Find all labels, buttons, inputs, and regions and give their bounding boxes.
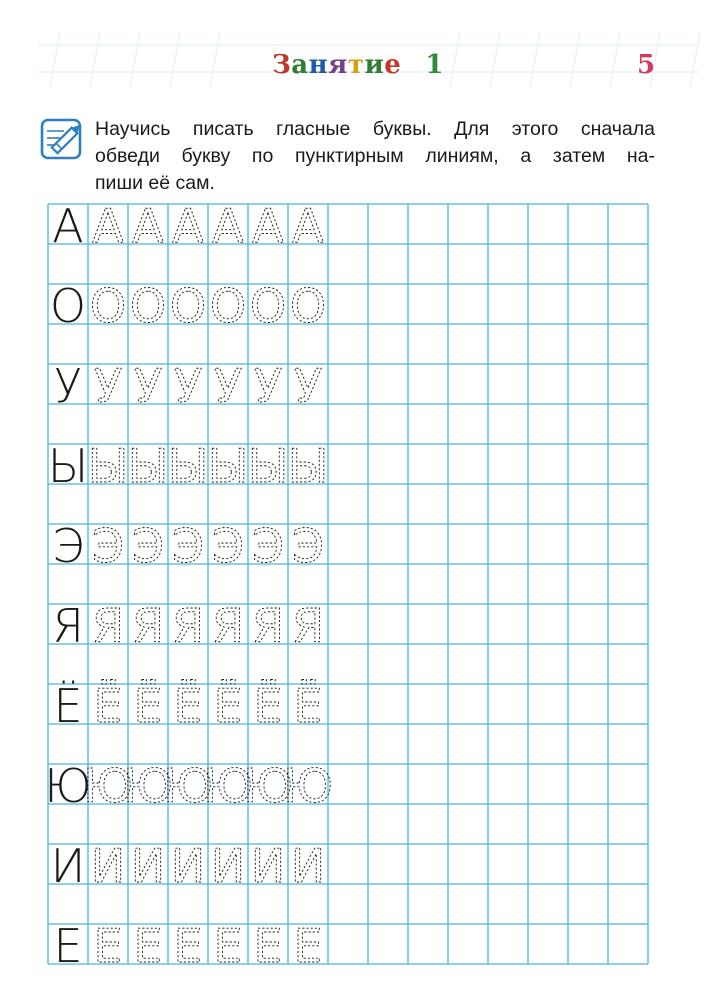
dotted-trace-letter: О — [129, 279, 167, 333]
dotted-trace-letter: Я — [292, 599, 324, 653]
dotted-trace-letter: Ы — [287, 439, 329, 493]
letter-row — [53, 919, 322, 973]
dotted-trace-letter: Ю — [203, 759, 253, 813]
dotted-trace-letter: Ё — [213, 679, 243, 733]
letter-row — [52, 199, 324, 253]
letter-row — [53, 679, 322, 733]
dotted-trace-letter: Е — [213, 919, 243, 973]
dotted-trace-letter: Э — [131, 519, 165, 573]
dotted-trace-letter: Я — [172, 599, 204, 653]
dotted-trace-letter: У — [293, 359, 323, 413]
dotted-trace-letter: Ю — [163, 759, 213, 813]
dotted-trace-letter: Ы — [207, 439, 249, 493]
dotted-trace-letter: А — [212, 199, 244, 253]
dotted-trace-letter: Ю — [283, 759, 333, 813]
dotted-trace-letter: Е — [133, 919, 163, 973]
dotted-trace-letter: Ы — [167, 439, 209, 493]
dotted-trace-letter: У — [173, 359, 203, 413]
dotted-trace-letter: Я — [92, 599, 124, 653]
sample-letter: У — [53, 359, 83, 413]
sample-letter: О — [49, 279, 87, 333]
dotted-trace-letter: Ю — [243, 759, 293, 813]
letter-row — [51, 839, 326, 893]
sample-letter: Э — [51, 519, 85, 573]
dotted-trace-letter: И — [90, 839, 126, 893]
dotted-trace-letter: Я — [132, 599, 164, 653]
sample-letter: Е — [53, 919, 83, 973]
dotted-trace-letter: Ё — [253, 679, 283, 733]
dotted-trace-letter: И — [210, 839, 246, 893]
dotted-trace-letter: О — [169, 279, 207, 333]
dotted-trace-letter: А — [292, 199, 324, 253]
dotted-trace-letter: А — [252, 199, 284, 253]
dotted-trace-letter: Е — [93, 919, 123, 973]
lesson-title-word: Занятие — [272, 50, 402, 80]
letter-row — [52, 599, 324, 653]
dotted-trace-letter: Е — [293, 919, 323, 973]
letter-row — [48, 439, 329, 493]
dotted-trace-letter: И — [250, 839, 286, 893]
dotted-trace-letter: Ы — [247, 439, 289, 493]
dotted-trace-letter: Ы — [127, 439, 169, 493]
dotted-trace-letter: О — [249, 279, 287, 333]
dotted-trace-letter: А — [132, 199, 164, 253]
dotted-trace-letter: Е — [173, 919, 203, 973]
dotted-trace-letter: О — [209, 279, 247, 333]
dotted-trace-letter: Ё — [93, 679, 123, 733]
dotted-trace-letter: Ю — [83, 759, 133, 813]
letter-row — [44, 759, 333, 813]
letter-row — [52, 519, 324, 573]
dotted-trace-letter: У — [133, 359, 163, 413]
sample-letter: Ы — [47, 439, 89, 493]
dotted-trace-letter: Е — [253, 919, 283, 973]
dotted-trace-letter: Ы — [87, 439, 129, 493]
letter-row — [50, 279, 326, 333]
sample-letter: И — [50, 839, 86, 893]
dotted-trace-letter: Э — [251, 519, 285, 573]
instruction-line: обведи букву по пунктирным линиям, а затем на- — [95, 145, 655, 167]
page-number: 5 — [637, 50, 656, 80]
sample-letter: Я — [52, 599, 84, 653]
dotted-trace-letter: Ё — [133, 679, 163, 733]
dotted-trace-letter: И — [170, 839, 206, 893]
sample-letter: Ю — [44, 759, 92, 813]
dotted-trace-letter: Ё — [293, 679, 323, 733]
dotted-trace-letter: Я — [252, 599, 284, 653]
dotted-trace-letter: Ю — [123, 759, 173, 813]
dotted-trace-letter: И — [130, 839, 166, 893]
instruction-line: Научись писать гласные буквы. Для этого сначала — [95, 118, 655, 140]
sample-letter: А — [52, 199, 84, 253]
dotted-trace-letter: И — [290, 839, 326, 893]
dotted-trace-letter: А — [172, 199, 204, 253]
dotted-trace-letter: О — [89, 279, 127, 333]
dotted-trace-letter: У — [93, 359, 123, 413]
instruction-line: пиши её сам. — [95, 172, 215, 194]
dotted-trace-letter: Э — [211, 519, 245, 573]
sample-letter: Ё — [53, 679, 83, 733]
dotted-trace-letter: О — [289, 279, 327, 333]
dotted-trace-letter: Э — [171, 519, 205, 573]
dotted-trace-letter: Э — [91, 519, 125, 573]
lesson-number: 1 — [425, 50, 444, 80]
dotted-trace-letter: У — [253, 359, 283, 413]
letter-row — [54, 359, 322, 413]
dotted-trace-letter: Ё — [173, 679, 203, 733]
dotted-trace-letter: Э — [291, 519, 325, 573]
dotted-trace-letter: А — [92, 199, 124, 253]
dotted-trace-letter: Я — [212, 599, 244, 653]
dotted-trace-letter: У — [213, 359, 243, 413]
